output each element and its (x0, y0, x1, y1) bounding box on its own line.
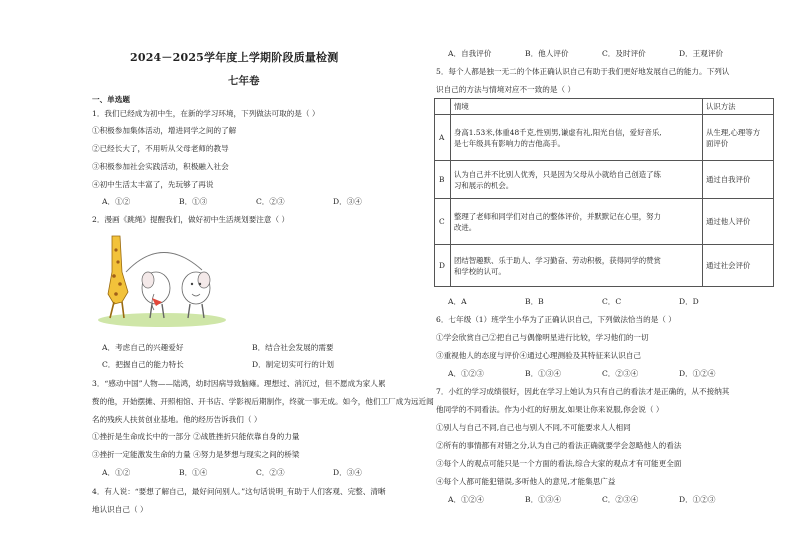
row-method: 通过他人评价 (703, 199, 774, 245)
q5-line-1: 5．每个人都是独一无二的个体正确认识自己有助于我们更好地发展自己的能力。下列认 (436, 67, 730, 76)
q4-option-a[interactable]: A．自我评价 (448, 49, 492, 58)
q7-option-c[interactable]: C．②③④ (602, 495, 639, 504)
q3-line-2: 赘的他，开始摆摊、开照相馆、开书店、学影视后期制作，终就一事无成。如今，他们工厂成为远近闻 (92, 397, 434, 406)
q7-line-2: 他同学的不同看法。作为小红的好朋友,如果让你来说服,你会说（ ） (436, 405, 664, 414)
q2-stem: 2．漫画《跳绳》提醒我们，做好初中生活规划要注意（ ） (92, 215, 290, 224)
q3-statement-2: ③挫折一定能激发生命的力量 ④努力是梦想与现实之间的桥梁 (92, 450, 300, 459)
row-label: B (435, 161, 451, 199)
q7-line-1: 7．小红的学习成绩很好，因此在学习上她认为只有自己的看法才是正确的，从不接纳其 (436, 387, 730, 396)
q6-option-a[interactable]: A．①②③ (448, 369, 484, 378)
row-scene: 团结智趣默、乐于助人、学习勤奋、劳动积极，获得同学的赞赏 和学校的认可。 (451, 245, 703, 287)
q4-options (448, 50, 756, 58)
q1-option-d[interactable]: D．③④ (333, 197, 362, 206)
row-method: 通过自我评价 (703, 161, 774, 199)
q6-option-c[interactable]: C．②③④ (602, 369, 639, 378)
q5-option-c[interactable]: C．C (602, 297, 622, 306)
rope-arc (126, 252, 202, 272)
q4-line-2: 地认识自己（ ） (92, 505, 148, 514)
q4-option-b[interactable]: B．他人评价 (525, 49, 569, 58)
q7-options (448, 496, 756, 504)
row-label: D (435, 245, 451, 287)
q2-option-c[interactable]: C．把握自己的能力特长 (102, 360, 184, 369)
q5-option-d[interactable]: D．D (679, 297, 699, 306)
table-header-method: 认识方法 (703, 99, 774, 115)
q3-option-b[interactable]: B．①④ (179, 468, 208, 477)
q4-line-1: 4．有人说：“要想了解自己，最好问问别人。”这句话说明_有助于人们客观、完整、清晰 (92, 487, 386, 496)
row-scene: 整理了老师和同学们对自己的整体评价，并默默记在心里，努力 改进。 (451, 199, 703, 245)
q7-statement-3: ③每个人的观点可能只是一个方面的看法,综合大家的观点才有可能更全面 (436, 459, 682, 468)
q5-option-a[interactable]: A．A (448, 297, 467, 306)
grass-ground (98, 313, 226, 327)
q6-option-d[interactable]: D．①②④ (679, 369, 716, 378)
row-method: 从生理,心理等方 面评价 (703, 115, 774, 161)
q3-statement-1: ①挫折是生命成长中的一部分 ②战胜挫折只能依靠自身的力量 (92, 432, 300, 441)
row-label: C (435, 199, 451, 245)
q1-statement-1: ①积极参加集体活动，增进同学之间的了解 (92, 126, 237, 135)
q3-line-3: 名的残疾人扶贫创业基地。他的经历告诉我们（ ） (92, 415, 262, 424)
q7-option-b[interactable]: B．①③④ (525, 495, 561, 504)
giraffe-icon (108, 236, 128, 318)
table-row (435, 199, 774, 245)
elephant-icon (142, 272, 170, 318)
q1-statement-3: ③积极参加社会实践活动，积极融入社会 (92, 162, 229, 171)
table-header-row (435, 99, 774, 115)
q1-option-b[interactable]: B．①③ (179, 197, 208, 206)
q7-option-a[interactable]: A．①②④ (448, 495, 484, 504)
table-header-scene: 情境 (451, 99, 703, 115)
q1-option-a[interactable]: A．①② (102, 197, 131, 206)
q1-statement-4: ④初中生活太丰富了，先玩够了再说 (92, 180, 214, 189)
q2-option-d[interactable]: D．制定切实可行的计划 (252, 360, 335, 369)
q7-statement-1: ①别人与自己不同,自己也与别人不同,不可能要求人人相同 (436, 423, 631, 432)
q5-line-2: 识自己的方法与情境对应不一致的是（ ） (436, 85, 576, 94)
q3-options (102, 469, 410, 477)
table-row (435, 115, 774, 161)
q5-option-b[interactable]: B．B (525, 297, 544, 306)
q7-option-d[interactable]: D．①②③ (679, 495, 716, 504)
q2-option-b[interactable]: B．结合社会发展的需要 (252, 343, 334, 352)
q2-option-a[interactable]: A．考虑自己的兴趣爱好 (102, 343, 184, 352)
q7-statement-4: ④每个人都可能犯错误,多听他人的意见,才能集思广益 (436, 477, 616, 486)
table-row (435, 161, 774, 199)
q3-line-1: 3．“感动中国”人物——陆鸿，幼时因病导致脑瘫。理想过、消沉过，但不愿成为家人累 (92, 379, 386, 388)
exam-grade: 七年卷 (228, 75, 260, 87)
table-cell (435, 99, 451, 115)
q1-option-c[interactable]: C．②③ (256, 197, 285, 206)
row-method: 通过社会评价 (703, 245, 774, 287)
jump-rope-cartoon (92, 232, 232, 330)
section-heading: 一、单选题 (92, 95, 130, 104)
q6-statement-2: ③重视他人的态度与评价④通过心理测验及其特征来认识自己 (436, 351, 642, 360)
q5-table (434, 98, 774, 287)
row-label: A (435, 115, 451, 161)
q5-options (448, 298, 756, 306)
q6-stem: 6．七年级（1）班学生小华为了正确认识自己，下列做法恰当的是（ ） (436, 315, 676, 324)
q7-statement-2: ②所有的事情都有对错之分,认为自己的看法正确就要学会忽略他人的看法 (436, 441, 682, 450)
q6-options (448, 370, 756, 378)
row-scene: 身高1.53米,体重48千克,性别男,谦虚有礼,阳光自信，爱好音乐, 是七年级具有影响力的吉他高手。 (451, 115, 703, 161)
q6-option-b[interactable]: B．①③④ (525, 369, 561, 378)
elephant-icon (182, 272, 210, 318)
row-scene: 认为自己并不比别人优秀，只是因为父母从小就给自己创造了练 习和展示的机会。 (451, 161, 703, 199)
q1-stem: 1．我们已经成为初中生，在新的学习环境，下列做法可取的是（ ） (92, 109, 320, 118)
q3-option-d[interactable]: D．③④ (333, 468, 362, 477)
q4-option-d[interactable]: D．王观评价 (679, 49, 724, 58)
q4-option-c[interactable]: C．及时评价 (602, 49, 646, 58)
q1-options (102, 198, 410, 206)
q3-option-a[interactable]: A．①② (102, 468, 131, 477)
q2-options-row2 (102, 361, 402, 369)
table-row (435, 245, 774, 287)
q1-statement-2: ②已经长大了，不用听从父母老师的教导 (92, 144, 229, 153)
q2-options-row1 (102, 344, 402, 352)
q3-option-c[interactable]: C．②③ (256, 468, 285, 477)
q6-statement-1: ①学会欣赏自己②把自己与偶像明星进行比较，学习他们的一切 (436, 333, 649, 342)
exam-title: 2024－2025学年度上学期阶段质量检测 (130, 51, 339, 64)
